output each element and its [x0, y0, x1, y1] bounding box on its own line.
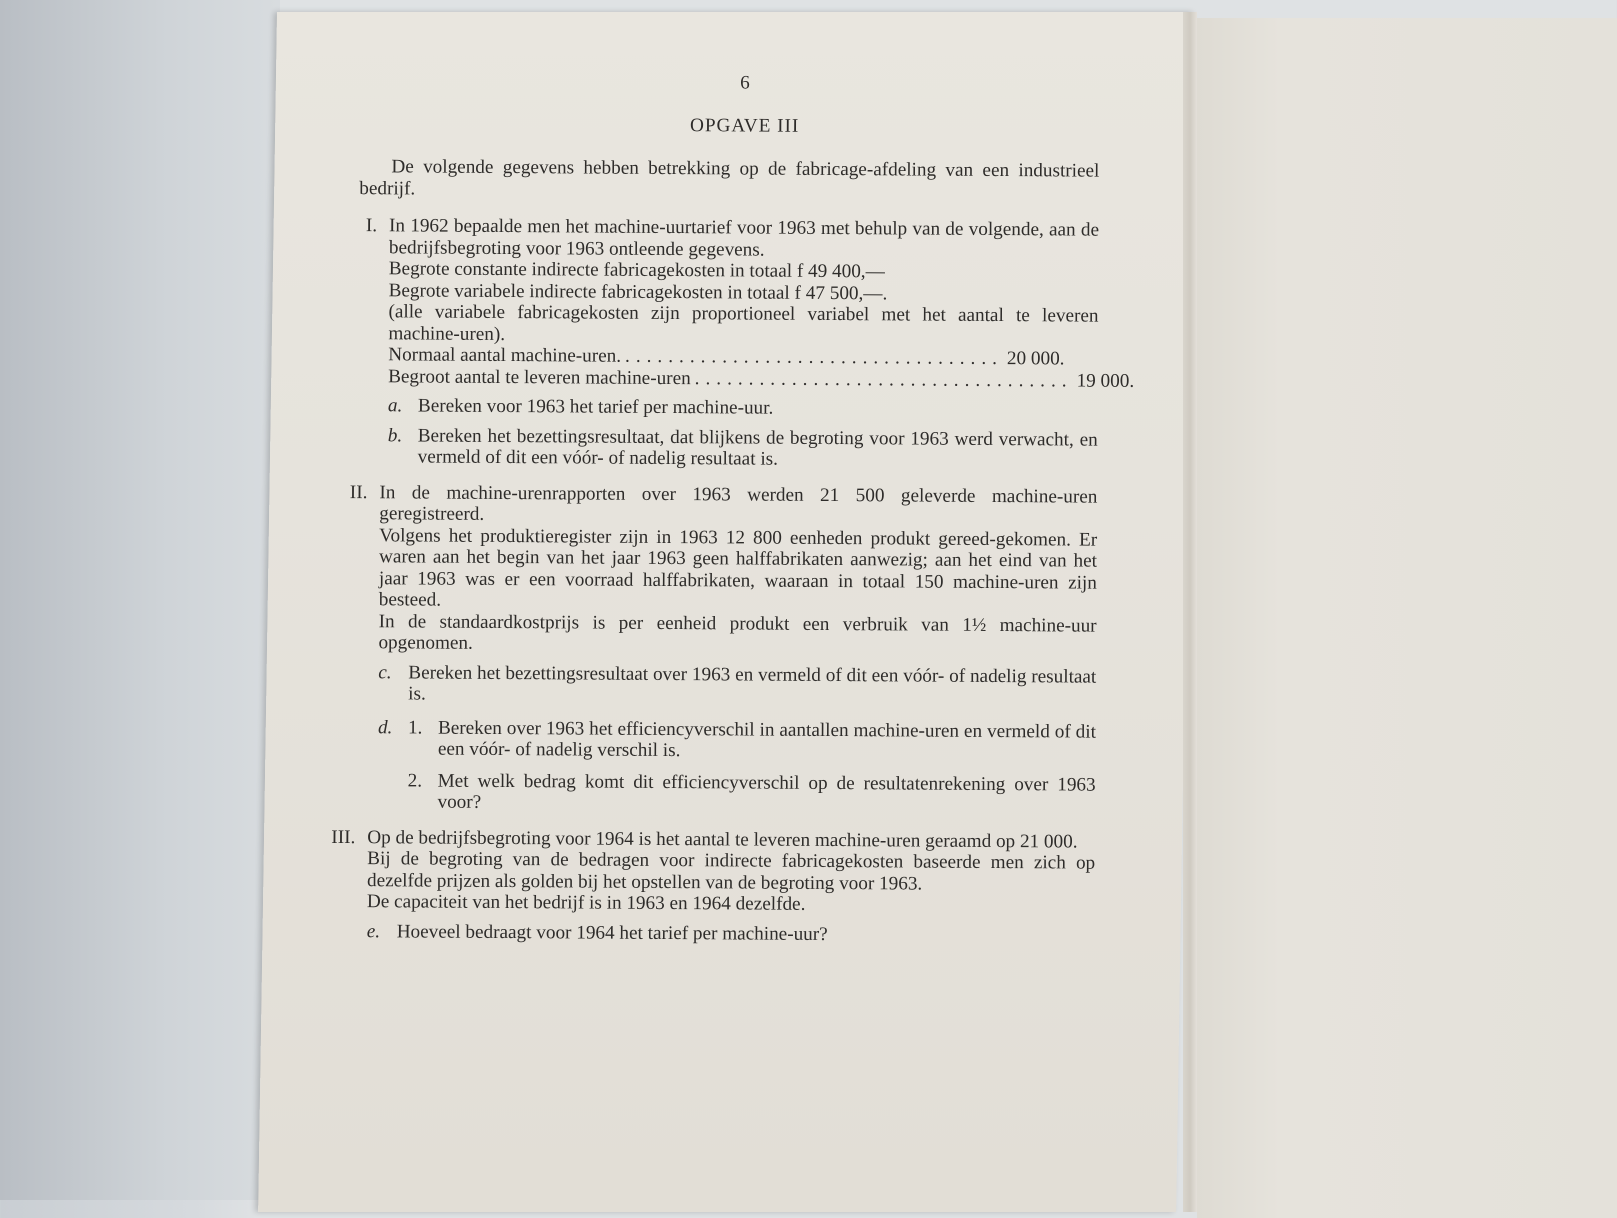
section-1-text: In 1962 bepaalde men het machine-uurtarief voor 1963 met behulp van de volgende, aan de bedrijfsbegroting voor 1963 ontleende gegevens.: [388, 215, 1100, 261]
question-d-part-1-num: 1.: [407, 716, 423, 739]
question-d-part-1: [408, 717, 1096, 764]
variable-costs-note: (alle variabele fabricagekosten zijn proportioneel variabel met het aantal te leveren machine-uren).: [388, 301, 1099, 345]
section-3-para-2: Bij de begroting van de bedragen voor indirecte fabricagekosten baseerde men zich op dezelfde prijzen als golden bij het opstellen van de begroting voor 1963.: [366, 848, 1096, 895]
section-2-para-3: In de standaardkostprijs is per eenheid produkt een verbruik van 1½ machine-uur opgenomen.: [378, 610, 1097, 654]
question-b: [388, 425, 1098, 472]
constant-costs-line: Begrote constante indirecte fabricagekosten in totaal f 49 400,—: [388, 258, 885, 283]
section-3-para-3: De capaciteit van het bedrijf is in 1963 en 1964 dezelfde.: [366, 891, 806, 915]
section-3-numeral: III.: [331, 826, 356, 848]
page-number: 6: [740, 72, 750, 94]
section-3-body: [367, 827, 1096, 947]
question-e-letter: e.: [366, 920, 381, 942]
normal-hours-label: Normaal aantal machine-uren.: [388, 344, 622, 367]
question-d-letter: d.: [377, 716, 393, 738]
question-a-text: Bereken voor 1963 het tarief per machine-uur.: [417, 395, 774, 419]
section-1-body: [387, 215, 1135, 472]
page-content: [331, 70, 1135, 959]
section-2-body: [377, 482, 1097, 817]
question-c-letter: c.: [378, 661, 392, 683]
page-title: OPGAVE III: [689, 114, 800, 137]
leader-dots: ...................................: [625, 345, 1004, 370]
question-d-part-2-text: Met welk bedrag komt dit efficiencyverschil op de resultatenrekening over 1963 voor?: [437, 770, 1096, 813]
section-2-para-1: In de machine-urenrapporten over 1963 werden 21 500 geleverde machine-uren geregistreerd.: [379, 481, 1098, 525]
question-c-text: Bereken het bezettingsresultaat over 1963 en vermeld of dit een vóór- of nadelig resultaat is.: [408, 661, 1097, 705]
question-d-parts: [407, 717, 1096, 817]
booklet-spine: [1183, 12, 1197, 1212]
question-d-part-2-num: 2.: [407, 769, 423, 792]
normal-hours-value: 20 000.: [1006, 348, 1065, 370]
question-c: [378, 662, 1096, 709]
question-b-letter: b.: [387, 424, 403, 446]
question-d-part-2: [407, 770, 1095, 817]
section-2: [335, 481, 1097, 817]
question-a-letter: a.: [387, 395, 403, 417]
section-1: [338, 215, 1135, 472]
question-e-text: Hoeveel bedraagt voor 1964 het tarief per machine-uur?: [396, 920, 828, 945]
question-d: [377, 717, 1096, 817]
question-a: [388, 395, 1098, 421]
section-2-numeral: II.: [349, 481, 368, 503]
section-2-para-2: Volgens het produktieregister zijn in 1963 12 800 eenheden produkt gereed-gekomen. Er waren aan het begin van het jaar 1963 geen halffabrikaten aanwezig; aan het eind van het jaar 1963 was er een voorraad halffabrikaten, waaraan in totaal 150 machine-uren zijn besteed.: [378, 524, 1098, 611]
desk-background: [0, 0, 280, 1200]
section-3-para-1: Op de bedrijfsbegroting voor 1964 is het aantal te leveren machine-uren geraamd op 21 000.: [367, 826, 1078, 853]
section-1-numeral: I.: [365, 215, 378, 237]
budget-hours-value: 19 000.: [1076, 370, 1135, 392]
section-3: [325, 826, 1096, 946]
budget-hours-row: [388, 365, 1135, 392]
question-b-text: Bereken het bezettingsresultaat, dat blijkens de begroting voor 1963 werd verwacht, en vermeld of dit een vóór- of nadelig resultaat is.: [417, 424, 1098, 470]
leader-dots: ...................................: [694, 367, 1073, 391]
right-page: [1197, 18, 1617, 1218]
question-e: [367, 921, 1095, 947]
variable-costs-line: Begrote variabele indirecte fabricagekosten in totaal f 47 500,—.: [388, 279, 888, 304]
intro-paragraph: De volgende gegevens hebben betrekking op de fabricage-afdeling van een industrieel bedrijf.: [359, 156, 1100, 199]
question-d-part-1-text: Bereken over 1963 het efficiencyverschil in aantallen machine-uren en vermeld of dit een vóór- of nadelig verschil is.: [437, 717, 1097, 762]
budget-hours-label: Begroot aantal te leveren machine-uren: [388, 365, 691, 389]
